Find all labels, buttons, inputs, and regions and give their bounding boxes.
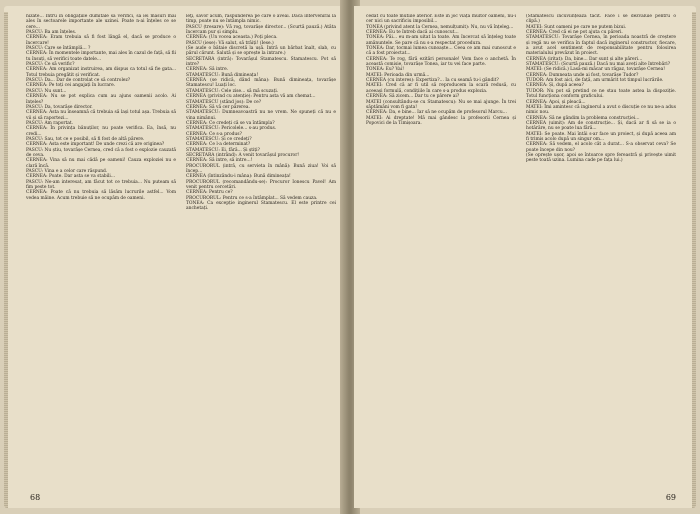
dialogue-line: PASCU: Nu știu, tovarășe Cernea, cred că a fost o explozie cauzată de ceva.: [26, 147, 176, 158]
dialogue-line: STAMATESCU: Bună dimineața!: [186, 72, 259, 78]
dialogue-line: CERNEA: Am organizat instruirea, am dispus ca totul să fie gata... Totul trebuia pregătit și verificat.: [26, 67, 176, 78]
dialogue-line: PASCU: Da... Dar de controlat ce să controlez?: [26, 78, 131, 84]
dialogue-line: CERNEA: Poate că nu trebuia să lăsăm lucrurile astfel... Vom vedea mâine. Acum trebuie să ne ocupăm de oameni.: [26, 190, 176, 201]
dialogue-line: PASCU (tresare): Vă rog, tovarășe director... (Scurtă pauză.) Atâta încercam pur și simplu.: [186, 24, 336, 36]
dialogue-line: MATEI: (Se ridică.) Lasă-mi măcar un răgaz, tovarășe Cernea!: [526, 67, 666, 73]
dialogue-line: (Se aude o bătaie discretă la ușă. Intră un bărbat înalt, slab, cu părul cărunt. Salută și se oprește la intrare.): [186, 46, 336, 57]
dialogue-line: CERNEA (privind cu atenție): Pentru asta vă am chemat...: [186, 94, 316, 100]
dialogue-line: CERNEA: Și, după aceea?: [526, 83, 584, 89]
dialogue-line: STAMATESCU: Pericolele... s-au produs.: [186, 126, 277, 132]
right-column-1: [366, 14, 516, 492]
dialogue-line: leţi, săvor acum, răspunderea pe care o aveai. Dacă intervenirai la timp, poate nu se întâmpla nimic.: [186, 14, 336, 25]
dialogue-line: CERNEA: Să vedem, el acolo cât a durat... S-a observat ceva? Se poate începe din nou?: [526, 142, 676, 153]
dialogue-line: CERNEA: Eram trebuia să fi fost lângă el, dacă se produce o încercare!: [26, 35, 176, 46]
dialogue-line: CERNEA: Să zicem... Dar tu ce părere ai?: [366, 94, 460, 100]
dialogue-line: CERNEA: (Un vocea aceasta.) Poți pleca.: [186, 35, 278, 41]
dialogue-line: PASCU: Da, tovarășe director.: [26, 104, 93, 110]
dialogue-line: CERNEA: Vina să nu mai cădă pe oameni! Cauza exploziei nu e clară încă.: [26, 158, 176, 169]
dialogue-line: TONEA: Ca excepție inginerul Stamatescu. El este printre cei anchetați.: [186, 201, 336, 212]
page-edge: [4, 12, 8, 508]
dialogue-line: STAMATESCU: (Scurtă pauză.) Dacă nu mai aveți alte întrebări?: [526, 62, 671, 68]
dialogue-line: CERNEA (uimit): Am de construcție... Și, dacă ar fi să se ia o hotărâre, nu se poate lua fără...: [526, 120, 676, 132]
dialogue-line: CERNEA: Nu se pot explica cum au ajuns oamenii acolo. Ai înțeles?: [26, 94, 176, 105]
dialogue-line: PASCU: Nu sunt...: [26, 88, 67, 94]
dialogue-line: CERNEA: Să vă cer părerea.: [186, 104, 250, 110]
dialogue-line: MATEI: Sunt oameni pe care ne putem bizui.: [526, 24, 627, 30]
dialogue-line: CERNEA: În privința bănuților, nu poate verifica. Ea, însă, nu credi...: [26, 126, 176, 137]
dialogue-line: cedat cu toate mutiile aterior. Este în joc viața multor oameni, nu-i cer nici un sacrificiu imposibil...: [366, 14, 516, 25]
dialogue-line: CERNEA: Asta nu înseamnă că trebuia să lași totul așa. Trebuia să vii și să raportezi...: [26, 110, 176, 121]
dialogue-line: nizate... Intru în obligațiile dumitale să verifici, să iei măsuri mai ales în sectoarele importante ale uzinei. Poate n-ai înțeles ce se cere...: [26, 14, 176, 30]
dialogue-line: CERNEA: Pentru ce?: [186, 190, 233, 196]
dialogue-line: STAMATESCU: Și ce credeți?: [186, 136, 252, 142]
dialogue-line: CERNEA: Apoi, și pleacă...: [526, 99, 586, 105]
page-edge: [692, 12, 696, 508]
dialogue-line: PASCU: Care se întâmplă... ?: [26, 46, 91, 52]
dialogue-line: CERNEA: Te rog, fără ezitări personale! Vom face o anchetă. În această comisie, tovarășe Tonea, iar tu vei face parte.: [366, 56, 516, 68]
dialogue-line: CERNEA (iritat): Da, bine... Dar sunt și alte păreri...: [526, 56, 643, 62]
dialogue-line: MATEI: Se poate. Mai întâi s-ar face un proiect, și după aceea am fi trimis acolo după un singur om...: [526, 131, 676, 142]
dialogue-line: CERNEA: Pe toți cei angajați în lucrare.: [26, 83, 116, 89]
dialogue-line: PASCU: Vina e a celor care răspund.: [26, 168, 108, 174]
left-page: [4, 6, 344, 508]
dialogue-line: CERNEA: Eu te întreb dacă ai cunoscut...: [366, 30, 459, 36]
dialogue-line: CERNEA (se ridică, dând mâna): Bună dimineața, tovarășe Stamatescu! Luați loc.: [186, 78, 336, 89]
dialogue-line: TONEA: Dar, tocmai lumea cunoaște... Ceea ce am mai cunoscut e că a fost proiectat...: [366, 46, 516, 57]
dialogue-line: (Stamatescu încuviințează tacit. Face i se dezvăluie pentru o clipă.): [526, 14, 676, 25]
dialogue-line: PASCU: Ce să verific?: [26, 62, 75, 68]
dialogue-line: STAMATESCU: Tovarășe Cernea, în perioada noastră de creștere și regă nu se verifica în faptul dacă inginerul constructor, fiecare, a avut acel sentiment de responsabilitate pentru folosirea materialului prevăzut în proiect.: [526, 35, 676, 57]
left-column-1: [26, 14, 176, 492]
dialogue-line: PASCU: Sau, tot ce e posibil, să fi fost de altă părere.: [26, 136, 145, 142]
dialogue-line: CERNEA: Da, e bine... Iar să ne ocupăm de profesorul Marcu...: [366, 110, 507, 116]
dialogue-line: CERNEA: Ce l-a determinat?: [186, 142, 251, 148]
dialogue-line: TONEA: Eu? Vai!: [366, 67, 404, 73]
dialogue-line: CERNEA: În momentele importante, mai ales în cazul de față, să fii tu însuți, să verifici toate datele...: [26, 51, 176, 62]
dialogue-line: PASCU: Ne-am interesat, am făcut tot ce trebuia... Nu puteam să fim peste tot.: [26, 179, 176, 190]
dialogue-line: CERNEA: Asta este important! De unde crezi că are originea?: [26, 142, 165, 148]
dialogue-line: CERNEA: Cred că ei ne pot ajuta cu păreri.: [526, 30, 623, 36]
dialogue-line: PROCURORUL: Pentru ce s-a întâmplat... Să vedem cauza.: [186, 195, 318, 201]
dialogue-line: MATEI: Îmi amintesc că inginerul a avut o discuție ce nu ne-a adus nimic nou.: [526, 104, 676, 116]
dialogue-line: CERNEA: Dumneata unde ai fost, tovarășe Tudor?: [526, 72, 639, 78]
dialogue-line: (Se oprește ușor, apoi se întoarce spre fereastră și privește uimit peste toată uzina. Lumina cade pe fața lui.): [526, 152, 676, 164]
dialogue-line: STAMATESCU (stând jos): De ce?: [186, 99, 262, 105]
dialogue-line: CERNEA (cu interes): Expertiza?... Ia cu seamă tu-i gândit?: [366, 78, 499, 84]
dialogue-line: MATEI (consultându-se cu Stamatescu): Nu se mai ajunge. În trei săptămâni vom fi gata!: [366, 99, 516, 110]
dialogue-line: TUDOR: Nu pot să pretind ce ne stau toate astea la dispoziție. Totul funcționa conform graficului.: [526, 88, 676, 100]
dialogue-line: MATEI: Ai dreptate! Mă mai gândesc la profesorii Cernea și Popovici de la Timișoara.: [366, 115, 516, 126]
dialogue-line: PASCU: Am raportat.: [26, 120, 74, 126]
dialogue-line: PROCURORUL (recomandându-se): Procuror Ionescu Pavel! Am venit pentru cercetări.: [186, 179, 336, 190]
dialogue-line: CERNEA: Ce credeți că se va întâmpla?: [186, 120, 275, 126]
dialogue-line: PROCURORUL (intră, cu servieta în mână): Bună ziua! Voi să încep...: [186, 163, 336, 174]
dialogue-line: CERNEA: Poate. Dar asta se va stabili...: [26, 174, 116, 180]
right-column-2: [526, 14, 676, 492]
dialogue-line: TUDOR: Am fost aici, de față, am urmărit tot timpul lucrările.: [526, 78, 664, 84]
dialogue-line: STAMATESCU: Cele zise... să mă scuzați.: [186, 88, 279, 94]
page-number-left: 68: [30, 493, 41, 502]
dialogue-line: SECRETARA (intră): Tovarășul Stamatescu. Stamatescu. Pot să intre?: [186, 56, 336, 68]
left-column-2: [186, 14, 336, 492]
dialogue-line: CERNEA: Să intre, să intre...!: [186, 158, 253, 164]
dialogue-line: STAMATESCU: Dumneavoastră nu ne vrem. Ne spuneți că nu e vina nimănui.: [186, 110, 336, 121]
dialogue-line: STAMATESCU: Ei, fără... Și știți?: [186, 147, 260, 153]
dialogue-line: CERNEA: Să intre.: [186, 67, 229, 73]
dialogue-line: TONEA: Păi... eu m-am uitat la toate. Am încercat să înțeleg toate amănuntele. Se pare că nu s-a respectat procedura.: [366, 35, 516, 46]
page-number-right: 69: [665, 493, 676, 502]
right-page: [354, 6, 696, 508]
dialogue-line: MATEI: Cred că ar fi util să reproducem la scară redusă, cu aceeași formulă, condițiile în care s-a produs explozia.: [366, 83, 516, 94]
dialogue-line: CERNEA: Ce s-a produs?: [186, 131, 242, 137]
dialogue-line: CERNEA: Să ne gândim la problema construcției...: [526, 115, 640, 121]
dialogue-line: SECRETARA (intrând): A venit tovarășul procuror!: [186, 152, 300, 158]
dialogue-line: PASCU: Ba am înțeles.: [26, 30, 77, 36]
dialogue-line: TONEA (privind atent la Cernea, nemulțumit): Nu, nu vă înțeleg...: [366, 24, 514, 30]
dialogue-line: PASCU (iese): Vă salut, să trăiți! (Iese.): [186, 40, 274, 46]
dialogue-line: MATEI: Perioada din urmă...: [366, 72, 430, 78]
dialogue-line: CERNEA (întinzându-i mâna): Bună dimineața!: [186, 174, 291, 180]
